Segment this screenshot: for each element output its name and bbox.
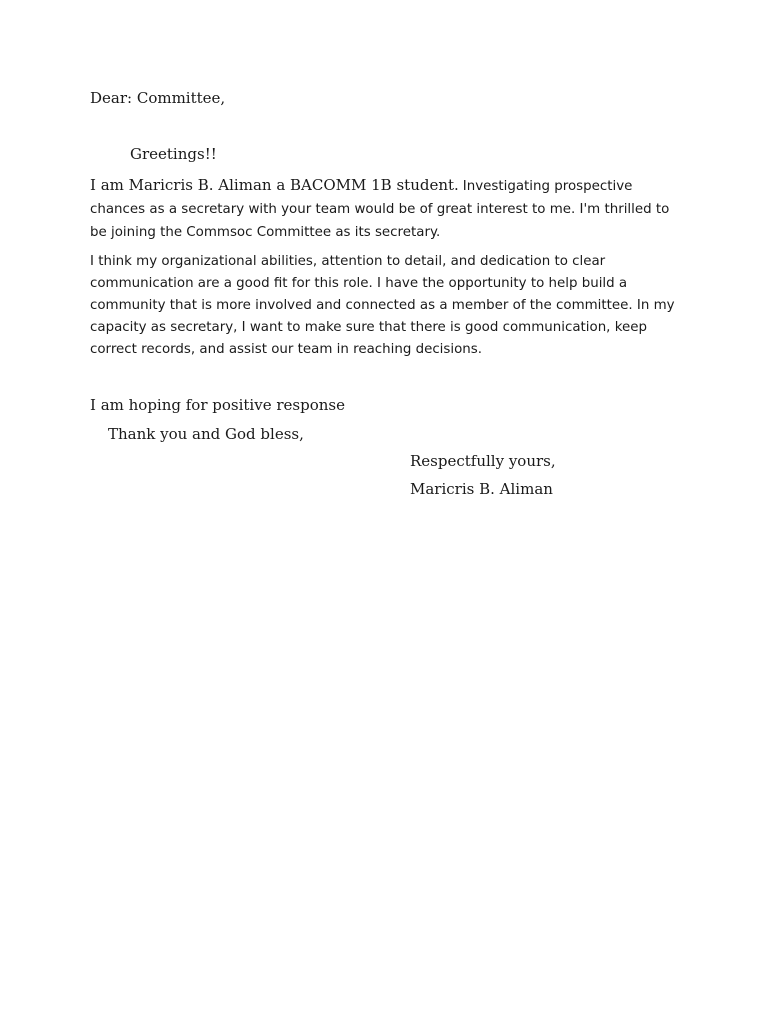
signature-name: Maricris B. Aliman xyxy=(410,480,553,498)
salutation: Dear: Committee, xyxy=(90,89,226,107)
hope-line: I am hoping for positive response xyxy=(90,396,345,414)
paragraph-intro-sentence: I am Maricris B. Aliman a BACOMM 1B student. xyxy=(90,176,459,194)
paragraph-intro-body: Investigating prospective chances as a secretary with your team would be of great interest to me. I'm thrilled to be joining the Commsoc Committee as its secretary. xyxy=(90,179,670,240)
paragraph-introduction xyxy=(90,174,680,244)
thanks-line: Thank you and God bless, xyxy=(108,425,304,443)
greeting: Greetings!! xyxy=(130,145,217,163)
closing: Respectfully yours, xyxy=(410,452,556,470)
paragraph-qualifications: I think my organizational abilities, attention to detail, and dedication to clear communication are a good fit for this role. I have the opportunity to help build a community that is more involved and connected as a member of the committee. In my capacity as secretary, I want to make sure that there is good communication, keep correct records, and assist our team in reaching decisions. xyxy=(90,254,675,357)
